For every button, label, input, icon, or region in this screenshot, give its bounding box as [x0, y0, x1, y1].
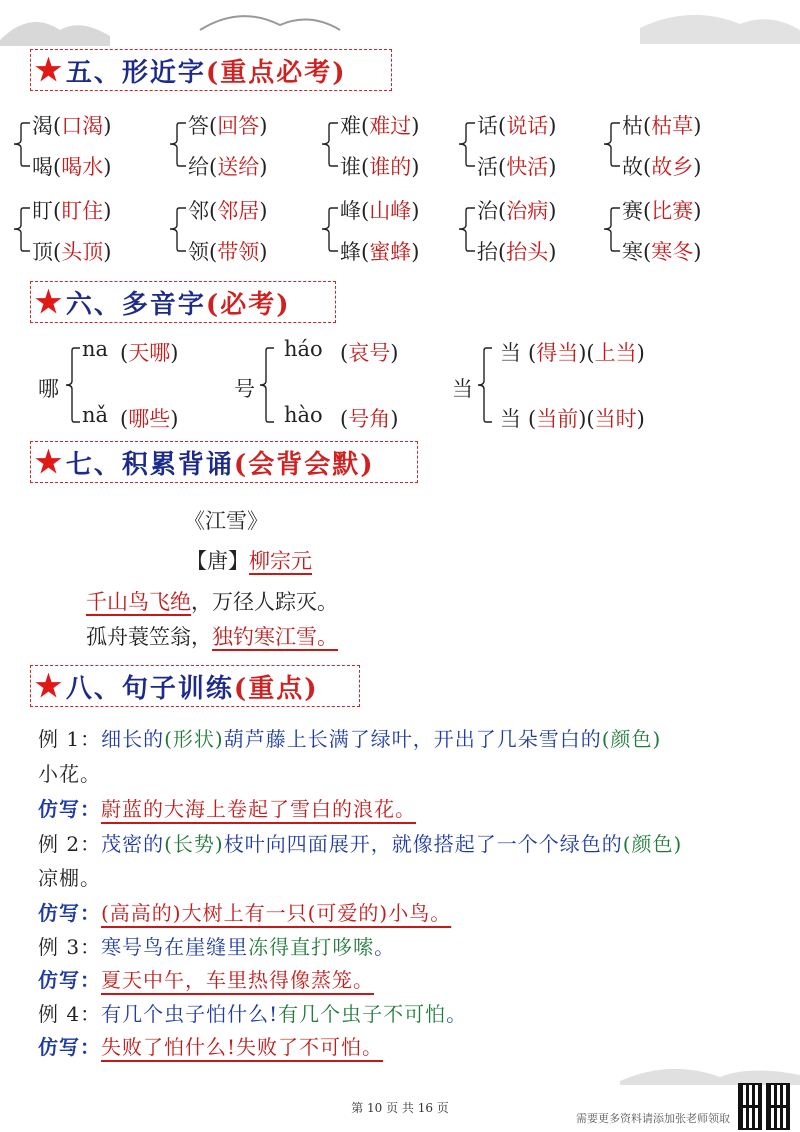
star-icon: ★: [35, 668, 64, 704]
polyphone-na: [38, 335, 238, 435]
qr-code-icon: [766, 1106, 790, 1130]
char-word: 谁(谁的): [340, 155, 420, 179]
ink-mountain-decoration: [0, 0, 800, 50]
section-title: 六、多音字: [65, 289, 206, 320]
char-word: 治(治病): [477, 199, 557, 223]
page-number: 第 10 页 共 16 页: [351, 1101, 449, 1115]
star-icon: ★: [35, 284, 64, 320]
similar-char-pair: [318, 190, 448, 270]
section-subtitle: (必考): [205, 289, 291, 320]
example-1-cont: 小花。: [38, 762, 101, 786]
brace-icon: [318, 105, 340, 185]
similar-char-pair: [455, 190, 585, 270]
star-icon: ★: [35, 52, 64, 88]
char: 当: [500, 341, 521, 365]
similar-char-pair: [455, 105, 585, 185]
poem-line-1: 千山鸟飞绝，万径人踪灭。: [86, 590, 338, 614]
poem-author-line: [186, 545, 312, 575]
section-header-recitation: [30, 441, 418, 483]
copy-4: 仿写：失败了怕什么!失败了不可怕。: [38, 1035, 384, 1059]
copy-2: 仿写：(高高的)大树上有一只(可爱的)小鸟。: [38, 901, 452, 925]
similar-char-pair: [600, 105, 730, 185]
char-word: 给(送给): [188, 155, 268, 179]
char-word: 话(说话): [477, 114, 557, 138]
example-4: 例 4：有几个虫子怕什么!有几个虫子不可怕。: [38, 1002, 468, 1026]
example-2: 例 2：茂密的(长势)枝叶向四面展开，就像搭起了一个个绿色的(颜色): [38, 832, 683, 856]
poem-dynasty: 【唐】: [186, 549, 249, 573]
section-title: 七、积累背诵: [65, 449, 234, 480]
star-icon: ★: [35, 444, 64, 480]
char-word: 故(故乡): [622, 155, 702, 179]
char-word: 活(快活): [477, 155, 557, 179]
word: (得当)(上当): [528, 341, 645, 365]
brace-icon: [10, 190, 32, 270]
ink-mountain-decoration: [600, 1055, 800, 1085]
pinyin: nǎ: [82, 403, 109, 427]
polyphone-dang: [452, 335, 712, 435]
char-word: 邻(邻居): [188, 199, 268, 223]
pinyin: háo: [284, 337, 323, 361]
section-header-similar-chars: [30, 49, 392, 91]
char-word: 盯(盯住): [32, 199, 112, 223]
copy-1: 仿写：蔚蓝的大海上卷起了雪白的浪花。: [38, 797, 416, 821]
polyphone-char: 哪: [38, 377, 59, 401]
example-3: 例 3：寒号鸟在崖缝里冻得直打哆嗦。: [38, 935, 396, 959]
section-subtitle: (会背会默): [233, 449, 375, 480]
section-title: 八、句子训练: [65, 673, 234, 704]
copy-3: 仿写：夏天中午，车里热得像蒸笼。: [38, 968, 374, 992]
word: (天哪): [120, 341, 179, 365]
brace-icon: [600, 190, 622, 270]
word: (哪些): [120, 407, 179, 431]
similar-char-pair: [10, 105, 140, 185]
char-word: 峰(山峰): [340, 199, 420, 223]
similar-char-pair: [318, 105, 448, 185]
char-word: 顶(头顶): [32, 240, 112, 264]
similar-char-pair: [166, 190, 296, 270]
similar-char-pair: [600, 190, 730, 270]
qr-code-icon: [766, 1083, 790, 1107]
example-1: 例 1：细长的(形状)葫芦藤上长满了绿叶，开出了几朵雪白的(颜色): [38, 727, 662, 751]
char-word: 蜂(蜜蜂): [340, 240, 420, 264]
char-word: 抬(抬头): [477, 240, 557, 264]
brace-icon: [256, 335, 276, 435]
footer-note: 需要更多资料请添加张老师领取: [576, 1112, 730, 1125]
section-subtitle: (重点): [233, 673, 319, 704]
poem-author: 柳宗元: [249, 549, 312, 573]
brace-icon: [318, 190, 340, 270]
char: 当: [500, 407, 521, 431]
example-2-cont: 凉棚。: [38, 866, 101, 890]
qr-code-icon: [738, 1106, 762, 1130]
section-header-sentence-training: [30, 665, 360, 707]
section-header-polyphones: [30, 281, 336, 323]
char-word: 寒(寒冬): [622, 240, 702, 264]
word: (哀号): [340, 341, 399, 365]
brace-icon: [62, 335, 82, 435]
brace-icon: [455, 190, 477, 270]
similar-char-pair: [166, 105, 296, 185]
section-subtitle: (重点必考): [205, 57, 347, 88]
char-word: 赛(比赛): [622, 199, 702, 223]
brace-icon: [600, 105, 622, 185]
char-word: 枯(枯草): [622, 114, 702, 138]
char-word: 领(带领): [188, 240, 268, 264]
char-word: 渴(口渴): [32, 114, 112, 138]
poem-title: 《江雪》: [184, 509, 268, 533]
char-word: 难(难过): [340, 114, 420, 138]
similar-char-pair: [10, 190, 140, 270]
brace-icon: [166, 190, 188, 270]
pinyin: hào: [284, 403, 323, 427]
brace-icon: [455, 105, 477, 185]
char-word: 喝(喝水): [32, 155, 112, 179]
char-word: 答(回答): [188, 114, 268, 138]
poem-line-2: 孤舟蓑笠翁，独钓寒江雪。: [86, 625, 338, 649]
word: (号角): [340, 407, 399, 431]
word: (当前)(当时): [528, 407, 645, 431]
polyphone-char: 号: [234, 377, 255, 401]
brace-icon: [166, 105, 188, 185]
brace-icon: [474, 335, 494, 435]
brace-icon: [10, 105, 32, 185]
section-title: 五、形近字: [65, 57, 206, 88]
qr-code-icon: [738, 1083, 762, 1107]
polyphone-hao: [234, 335, 434, 435]
pinyin: na: [82, 337, 109, 361]
polyphone-char: 当: [452, 377, 473, 401]
